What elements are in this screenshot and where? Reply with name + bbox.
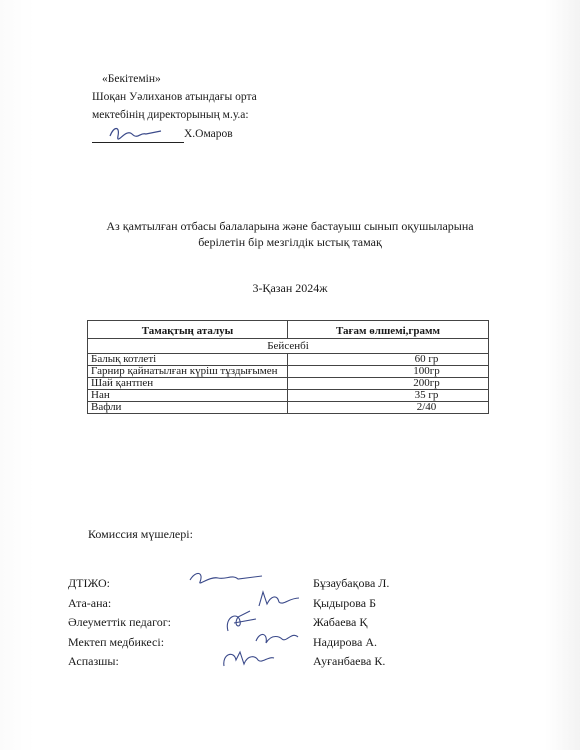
member-row (68, 635, 508, 655)
dish-portion: 2/40 (288, 402, 489, 414)
member-name: Ауғанбаева К. (313, 654, 386, 668)
dish-portion: 100гр (288, 366, 489, 378)
approval-block (92, 70, 257, 143)
table-header-row (88, 321, 489, 339)
dish-portion: 60 гр (288, 354, 489, 366)
dish-name: Балық котлеті (88, 354, 288, 366)
document-heading (70, 218, 510, 250)
dish-name: Нан (88, 390, 288, 402)
heading-line-1: Аз қамтылған отбасы балаларына және бастауыш сынып оқушыларына (106, 219, 474, 233)
director-signature-icon (106, 122, 166, 142)
approval-name: Х.Омаров (184, 128, 233, 140)
member-name: Бұзаубақова Л. (313, 576, 390, 590)
dish-name: Вафли (88, 402, 288, 414)
member-name: Қыдырова Б (313, 595, 376, 610)
table-row (88, 366, 489, 378)
approval-title: «Бекітемін» (102, 73, 161, 85)
dish-name: Гарнир қайнатылған күріш тұздығымен (88, 366, 288, 378)
table-day-row (88, 339, 489, 354)
dish-portion: 35 гр (288, 390, 489, 402)
member-role: Мектеп медбикесі: (68, 634, 165, 649)
commission-members (68, 576, 508, 674)
member-name: Надирова А. (313, 634, 378, 649)
approval-director: мектебінің директорының м.у.а: (92, 109, 249, 121)
member-role: Ата-ана: (68, 595, 112, 610)
table-row (88, 378, 489, 390)
signature-icon (218, 646, 278, 672)
table-row (88, 390, 489, 402)
director-signature (92, 128, 184, 143)
dish-portion: 200гр (288, 378, 489, 390)
table-row (88, 402, 489, 414)
member-row (68, 596, 508, 616)
dish-name: Шай қантпен (88, 378, 288, 390)
member-role: Әлеуметтік педагог: (68, 615, 171, 629)
member-role: Аспазшы: (68, 654, 119, 668)
member-role: ДТІЖО: (68, 576, 110, 590)
table-row (88, 354, 489, 366)
commission-title: Комиссия мүшелері: (88, 527, 193, 541)
document-date: 3-Қазан 2024ж (252, 281, 328, 295)
menu-table (87, 320, 489, 414)
director-signature-line (92, 125, 257, 143)
heading-line-2: берілетін бір мезгілдік ыстық тамақ (198, 235, 382, 249)
approval-school: Шоқан Уәлиханов атындағы орта (92, 91, 257, 103)
header-portion: Тағам өлшемі,грамм (288, 321, 489, 339)
member-row (68, 654, 508, 674)
day-cell: Бейсенбі (88, 339, 489, 354)
member-name: Жабаева Қ (313, 615, 368, 629)
header-dish: Тамақтың аталуы (88, 321, 288, 339)
